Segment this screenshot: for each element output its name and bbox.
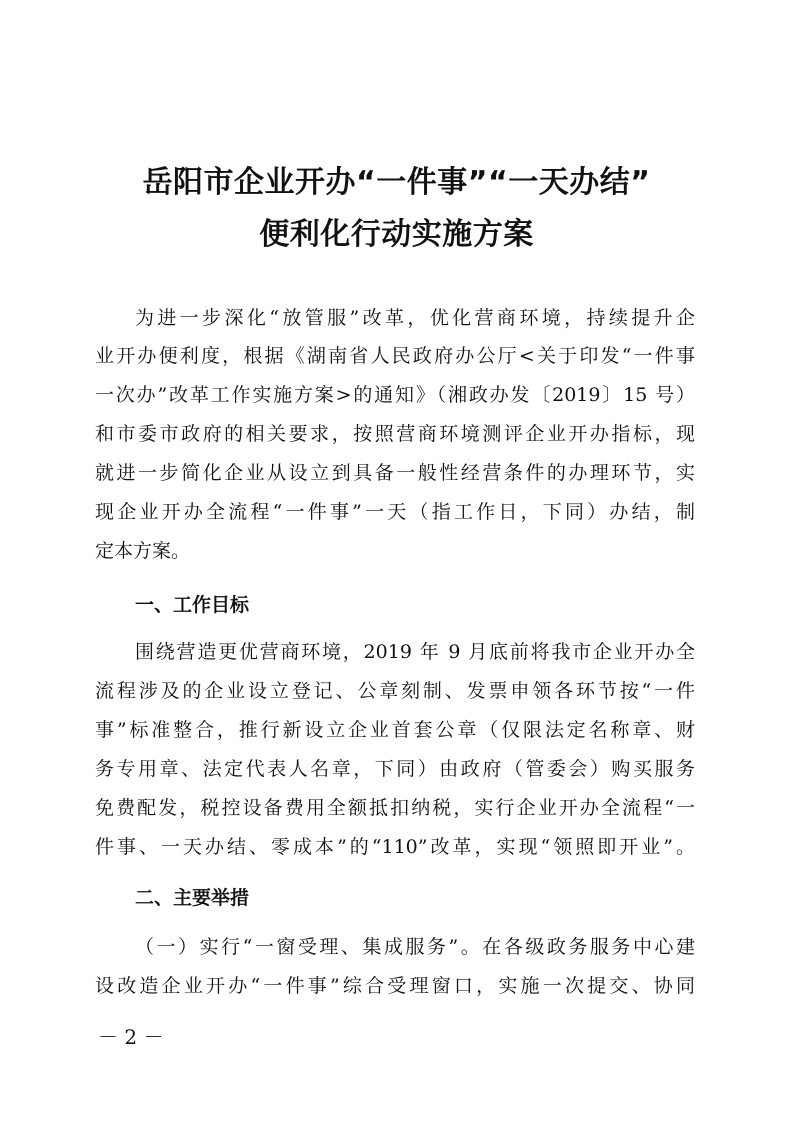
paragraph-line: 定本方案。	[95, 540, 191, 562]
document-title-line-1: 岳阳市企业开办“一件事”“一天办结”	[142, 165, 651, 200]
paragraph-line: 免费配发，税控设备费用全额抵扣纳税，实行企业开办全流程“一	[95, 797, 695, 819]
paragraph-line: （一）实行“一窗受理、集成服务”。在各级政务服务中心建	[135, 936, 695, 958]
paragraph-line: 围绕营造更优营商环境，2019 年 9 月底前将我市企业开办全	[135, 641, 695, 663]
page-number: － 2 －	[98, 1025, 164, 1049]
paragraph-line: 和市委市政府的相关要求，按照营商环境测评企业开办指标，现	[95, 423, 695, 445]
paragraph-line: 务专用章、法定代表人名章，下同）由政府（管委会）购买服务	[95, 758, 695, 780]
document-title-line-2: 便利化行动实施方案	[259, 217, 534, 252]
paragraph-line: 就进一步简化企业从设立到具备一般性经营条件的办理环节，实	[95, 462, 695, 484]
paragraph-line: 为进一步深化“放管服”改革，优化营商环境，持续提升企	[135, 307, 695, 329]
paragraph-line: 现企业开办全流程“一件事”一天（指工作日，下同）办结，制	[95, 501, 695, 523]
paragraph-line: 件事、一天办结、零成本”的“110”改革，实现“领照即开业”。	[95, 836, 695, 858]
paragraph-line: 一次办”改革工作实施方案>的通知》（湘政办发〔2019〕15 号）	[95, 384, 695, 406]
paragraph-line: 流程涉及的企业设立登记、公章刻制、发票申领各环节按“一件	[95, 680, 695, 702]
paragraph-line: 设改造企业开办“一件事”综合受理窗口，实施一次提交、协同	[95, 975, 695, 997]
section-heading-goals: 一、工作目标	[135, 594, 250, 616]
paragraph-line: 事”标准整合，推行新设立企业首套公章（仅限法定名称章、财	[95, 719, 695, 741]
paragraph-line: 业开办便利度，根据《湖南省人民政府办公厅<关于印发“一件事	[95, 345, 695, 367]
section-heading-measures: 二、主要举措	[135, 887, 250, 909]
